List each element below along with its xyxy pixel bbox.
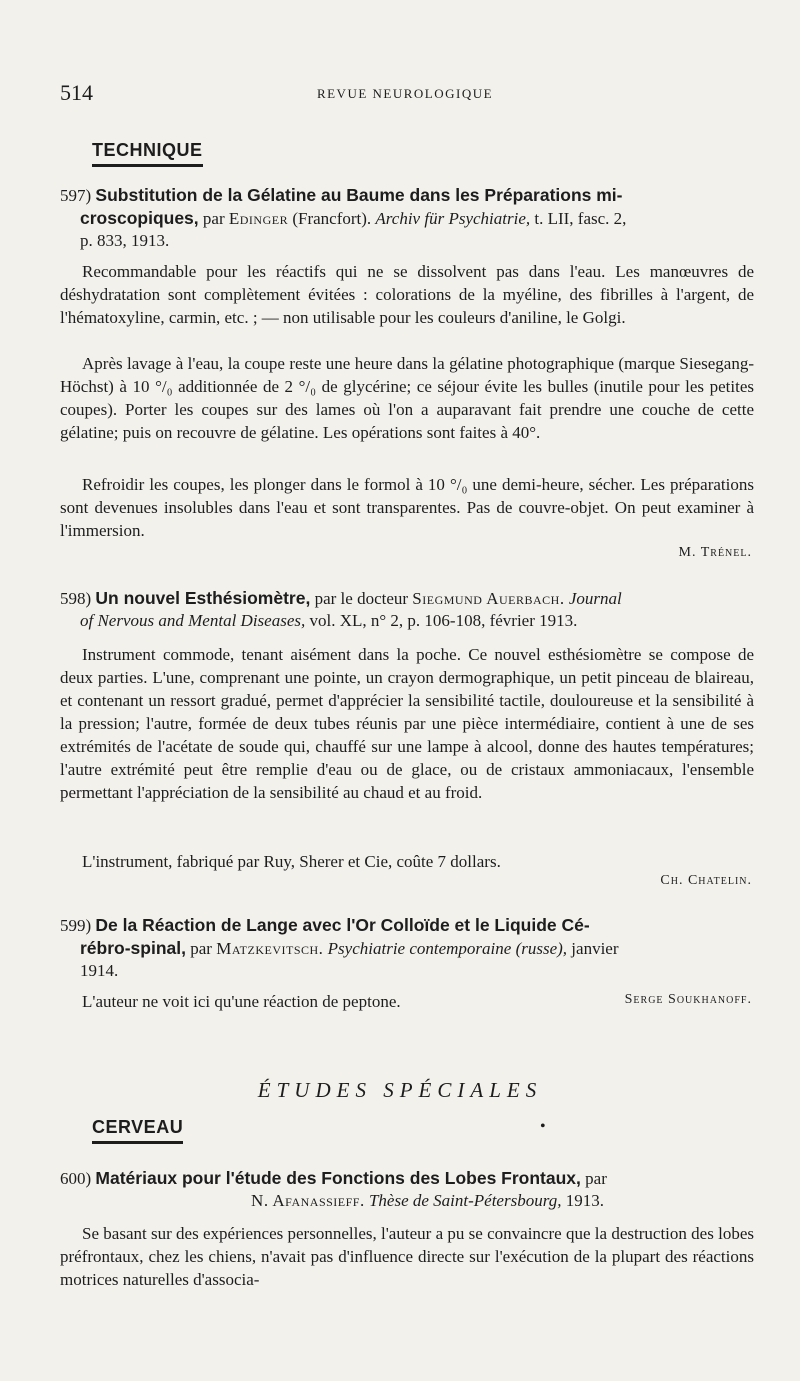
entry-ref: t. LII, fasc. 2, [534,209,627,228]
entry-number: 598) [60,589,92,608]
entry-title: Matériaux pour l'étude des Fonctions des Lobes Frontaux, [95,1168,581,1188]
etudes-speciales-heading: ÉTUDES SPÉCIALES [257,1078,543,1102]
entry-ref-cont: p. 833, 1913. [80,231,170,250]
entry-journal: Psychiatrie contemporaine (russe), [327,939,568,958]
entry-600-paragraph: Se basant sur des expériences personnelles, l'auteur a pu se convaincre que la destruction des lobes préfrontaux, chez les chiens, n'avait pas d'influence directe sur l'exécution de la plupart des réactions motrices naturelles d'associa- [60,1224,754,1289]
entry-597-paragraph: Refroidir les coupes, les plonger dans le formol à 10 °/₀ une demi-heure, sécher. Les préparations sont devenues insolubles dans l'eau et sont transparentes. Pas de couvre-objet. On peut examiner à l'immersion. [60,475,754,540]
entry-place: (Francfort). [292,209,372,228]
section-underline [92,164,203,167]
entry-598-paragraph: L'instrument, fabriqué par Ruy, Sherer et Cie, coûte 7 dollars. [82,852,501,871]
entry-599-signature: Serge Soukhanoff. [624,992,752,1007]
entry-ref: janvier [571,939,619,958]
entry-by: par le docteur [314,589,409,608]
entry-number: 600) [60,1169,92,1188]
entry-by: par [585,1169,607,1188]
entry-597-paragraph: Après lavage à l'eau, la coupe reste une heure dans la gélatine photographique (marque Siesegang-Höchst) à 10 °/₀ additionnée de 2 °/₀ de glycérine; ce séjour évite les bulles (inutile pour les petites coupes). Porter les coupes sur des lames où l'on a auparavant fait prendre une couche de cette gélatine; puis on recouvre de gélatine. Les opérations sont faites à 40°. [60,354,754,442]
entry-author: Siegmund Auerbach. [412,589,565,608]
entry-title: Substitution de la Gélatine au Baume dans les Préparations mi- [95,185,623,205]
entry-598-paragraph: Instrument commode, tenant aisément dans la poche. Ce nouvel esthésiomètre se compose de deux parties. L'une, comprenant une pointe, un crayon dermographique, un petit pinceau de blaireau, et contenant un ressort gradué, permet d'apprécier la sensibilité tactile, douloureuse et la sensibilité à la pression; l'autre, formée de deux tubes réunis par une pièce intermédiaire, contient à une de ses extrémités de l'acétate de soude qui, chauffé sur une lampe à alcool, donne des hautes températures; l'autre extrémité peut être remplie d'eau ou de glace, ou de cristaux ammoniacaux, l'ensemble permettant l'appréciation de la sensibilité au chaud et au froid. [60,645,754,802]
entry-journal: Archiv für Psychiatrie, [375,209,531,228]
stray-mark: • [540,1118,546,1135]
journal-running-title: REVUE NEUROLOGIQUE [316,86,494,101]
entry-journal: Journal [568,589,622,608]
entry-597-signature: M. Trénel. [678,545,752,560]
entry-by: par [190,939,212,958]
entry-journal-cont: of Nervous and Mental Diseases, [80,611,306,630]
entry-title: Un nouvel Esthésiomètre, [95,588,311,608]
entry-ref-cont: 1914. [80,961,119,980]
section-underline [92,1141,183,1144]
entry-ref: vol. XL, n° 2, p. 106-108, février 1913. [309,611,578,630]
page-number: 514 [60,80,93,105]
entry-by: par [202,209,225,228]
entry-author: N. Afanassieff. [251,1191,365,1210]
section-title: TECHNIQUE [92,140,203,160]
section-title: CERVEAU [92,1117,184,1137]
entry-600-heading [60,1167,755,1212]
entry-599-paragraph: L'auteur ne voit ici qu'une réaction de peptone. [82,992,401,1011]
entry-title: De la Réaction de Lange avec l'Or Colloïde et le Liquide Cé- [95,915,590,935]
entry-599-heading [60,914,755,982]
entry-title-cont: rébro-spinal, [80,938,186,958]
section-heading-cerveau [92,1117,183,1144]
entry-journal: Thèse de Saint-Pétersbourg, [368,1191,562,1210]
running-header [60,80,750,110]
section-heading-technique [92,140,203,167]
entry-number: 597) [60,186,92,205]
entry-597-paragraph: Recommandable pour les réactifs qui ne se dissolvent pas dans l'eau. Les manœuvres de déshydratation sont complètement évitées : colorations de la myéline, des fibrilles à l'argent, de l'hématoxyline, carmin, etc. ; — non utilisable pour les couleurs d'aniline, le Golgi. [60,262,754,327]
entry-title-cont: croscopiques, [80,208,199,228]
entry-598-signature: Ch. Chatelin. [660,873,752,888]
entry-author: Matzkevitsch. [216,939,324,958]
entry-author: Edinger [228,209,289,228]
entry-597-heading [60,184,755,252]
entry-ref: 1913. [565,1191,604,1210]
entry-598-heading [60,587,755,632]
entry-number: 599) [60,916,92,935]
